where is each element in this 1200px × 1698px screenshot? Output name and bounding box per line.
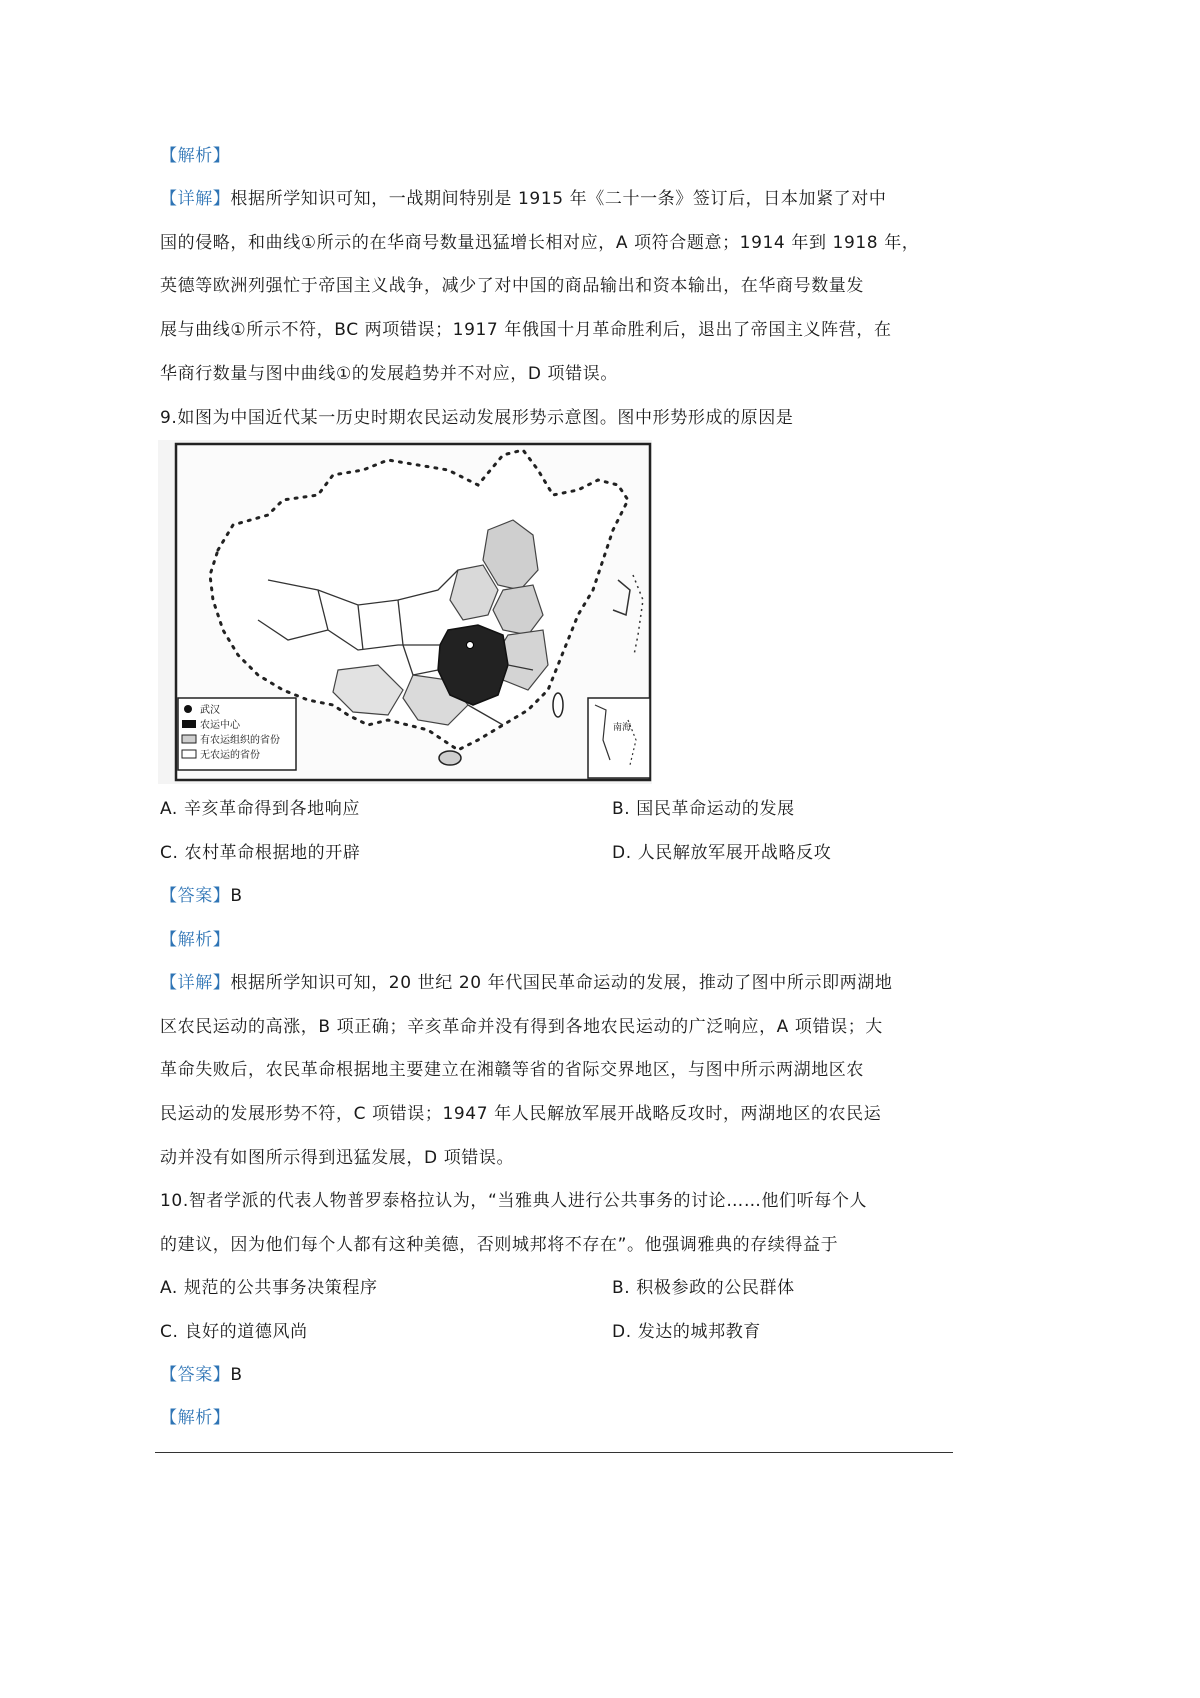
answer-label: 【答案】 [160,886,231,906]
option-d[interactable]: D. 发达的城邦教育 [612,1322,761,1342]
answer-label: 【答案】 [160,1365,231,1385]
svg-text:武汉: 武汉 [200,705,220,716]
option-b[interactable]: B. 国民革命运动的发展 [612,799,795,819]
detail-line: 国的侵略，和曲线①所示的在华商号数量迅猛增长相对应，A 项符合题意；1914 年到 1918 年， [160,233,920,253]
option-b[interactable]: B. 积极参政的公民群体 [612,1278,795,1298]
analysis-label: 【解析】 [160,146,231,166]
footer-divider [155,1452,953,1453]
svg-text:有农运组织的省份: 有农运组织的省份 [200,735,280,746]
answer-value: B [230,1365,243,1385]
option-a[interactable]: A. 规范的公共事务决策程序 [160,1278,378,1298]
answer-value: B [230,886,243,906]
svg-text:农运中心: 农运中心 [200,720,240,731]
question-stem: 10.智者学派的代表人物普罗泰格拉认为，“当雅典人进行公共事务的讨论……他们听每个人 [160,1191,868,1211]
china-map-figure [158,440,652,784]
answer-line [160,1362,243,1388]
analysis-label: 【解析】 [160,930,231,950]
detail-line: 华商行数量与图中曲线①的发展趋势并不对应，D 项错误。 [160,364,618,384]
south-sea-inset [588,698,650,778]
detail-line: 动并没有如图所示得到迅猛发展，D 项错误。 [160,1148,515,1168]
peasant-movement-map [158,440,652,784]
detail-line: 革命失败后，农民革命根据地主要建立在湘赣等省的省际交界地区，与图中所示两湖地区农 [160,1060,864,1080]
detail-line: 展与曲线①所示不符，BC 两项错误；1917 年俄国十月革命胜利后，退出了帝国主义阵营，在 [160,320,892,340]
detail-line: 民运动的发展形势不符，C 项错误；1947 年人民解放军展开战略反攻时，两湖地区的农民运 [160,1104,882,1124]
map-legend [178,698,296,770]
option-d[interactable]: D. 人民解放军展开战略反攻 [612,843,832,863]
detail-line: 【详解】根据所学知识可知，一战期间特别是 1915 年《二十一条》签订后，日本加紧了对中 [160,189,887,209]
detail-line: 区农民运动的高涨，B 项正确；辛亥革命并没有得到各地农民运动的广泛响应，A 项错误；大 [160,1017,883,1037]
detail-label: 【详解】 [160,973,231,993]
question-stem: 9.如图为中国近代某一历史时期农民运动发展形势示意图。图中形势形成的原因是 [160,408,794,428]
option-c[interactable]: C. 良好的道德风尚 [160,1322,308,1342]
option-a[interactable]: A. 辛亥革命得到各地响应 [160,799,360,819]
detail-line: 英德等欧洲列强忙于帝国主义战争，减少了对中国的商品输出和资本输出，在华商号数量发 [160,276,864,296]
answer-line [160,883,243,909]
detail-label: 【详解】 [160,189,231,209]
detail-line: 【详解】根据所学知识可知，20 世纪 20 年代国民革命运动的发展，推动了图中所示即两湖地 [160,973,893,993]
question-stem: 的建议，因为他们每个人都有这种美德，否则城邦将不存在”。他强调雅典的存续得益于 [160,1235,839,1255]
svg-text:无农运的省份: 无农运的省份 [200,750,260,761]
svg-text:南海: 南海 [613,723,632,733]
analysis-label: 【解析】 [160,1408,231,1428]
option-c[interactable]: C. 农村革命根据地的开辟 [160,843,361,863]
